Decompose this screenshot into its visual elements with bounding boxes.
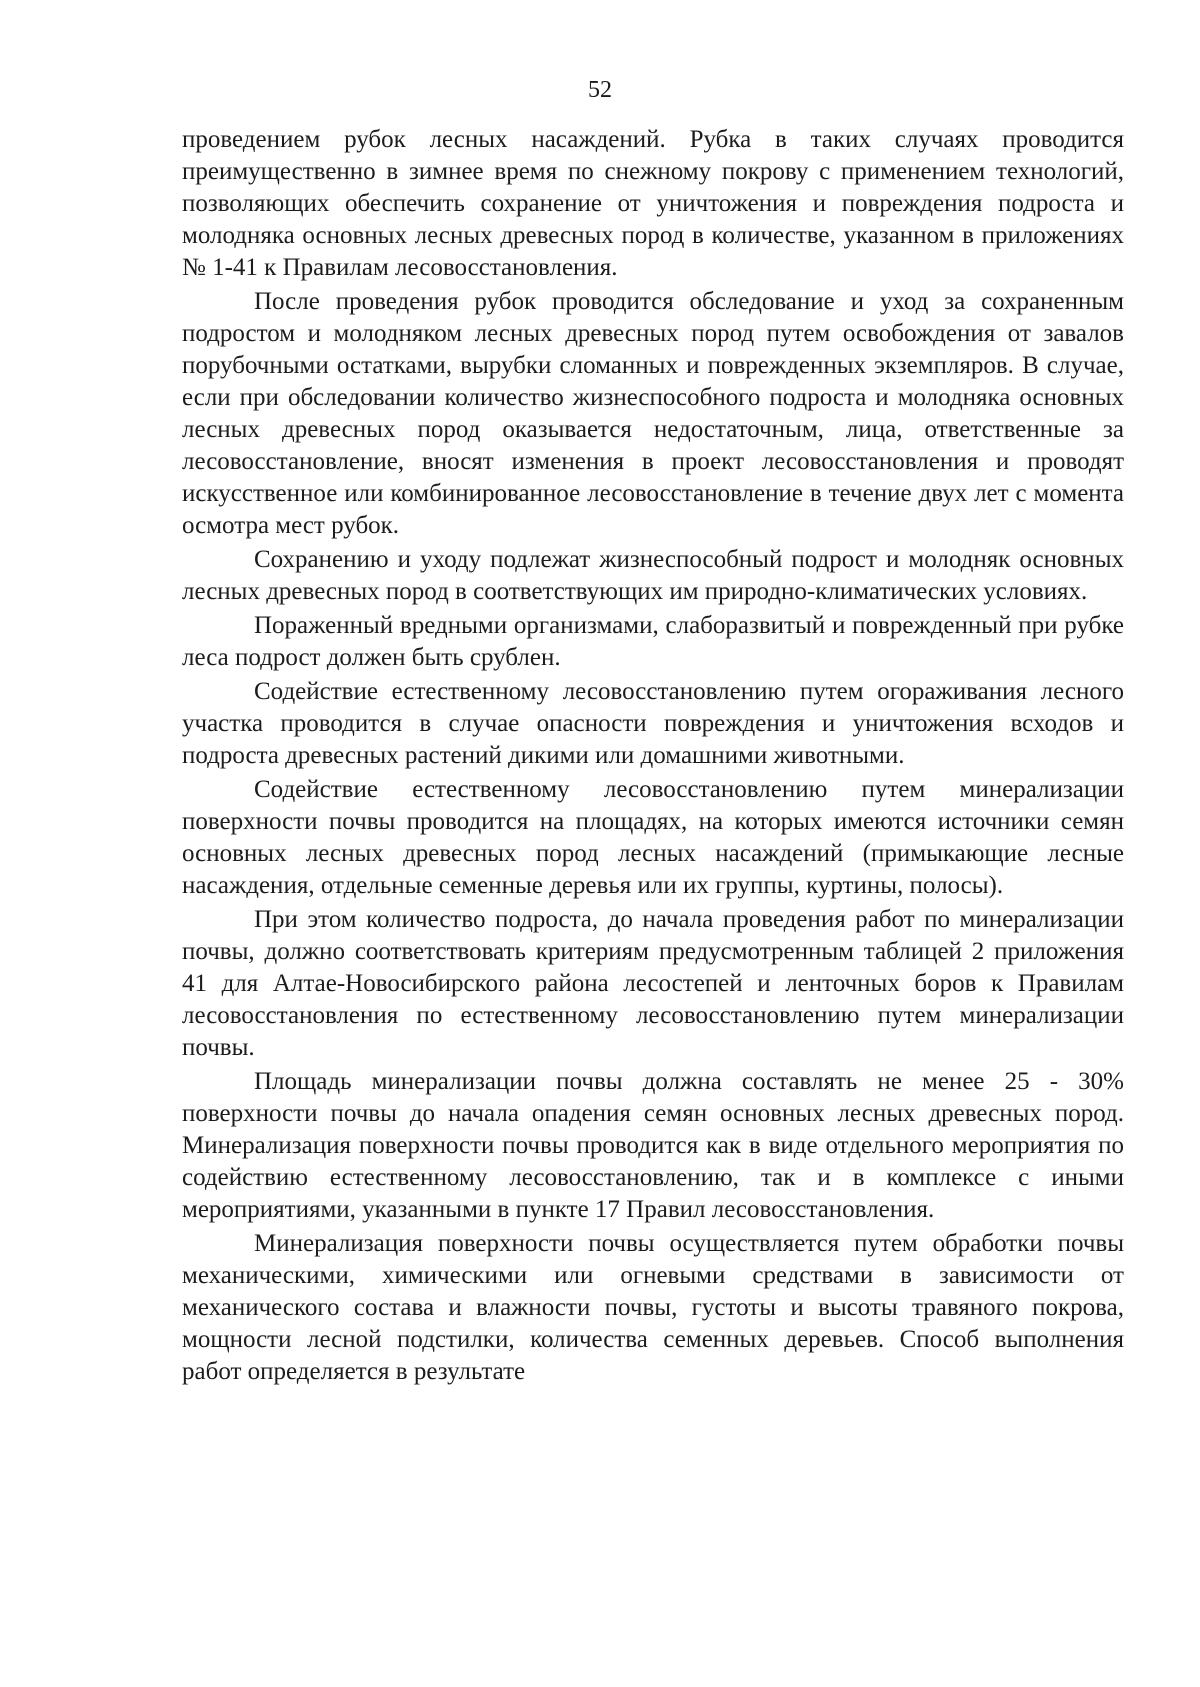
paragraph: Площадь минерализации почвы должна составлять не менее 25 - 30% поверхности почвы до начала опадения семян основных лесных древесных пород. Минерализация поверхности почвы проводится как в виде отдельного мероприятия по содействию естественному лесовосстановлению, так и в комплексе с иными мероприятиями, указанными в пункте 17 Правил лесовосстановления. [182,1068,1124,1223]
page-number: 52 [588,77,612,103]
paragraph: Сохранению и уходу подлежат жизнеспособный подрост и молодняк основных лесных древесных пород в соответствующих им природно-климатических условиях. [182,546,1124,605]
paragraph-continuation: проведением рубок лесных насаждений. Рубка в таких случаях проводится преимущественно в зимнее время по снежному покрову с применением технологий, позволяющих обеспечить сохранение от уничтожения и повреждения подроста и молодняка основных лесных древесных пород в количестве, указанном в приложениях № 1-41 к Правилам лесовосстановления. [182,126,1124,281]
paragraph: После проведения рубок проводится обследование и уход за сохраненным подростом и молодняком лесных древесных пород путем освобождения от завалов порубочными остатками, вырубки сломанных и поврежденных экземпляров. В случае, если при обследовании количество жизнеспособного подроста и молодняка основных лесных древесных пород оказывается недостаточным, лица, ответственные за лесовосстановление, вносят изменения в проект лесовосстановления и проводят искусственное или комбинированное лесовосстановление в течение двух лет с момента осмотра мест рубок. [182,288,1124,539]
paragraph: Минерализация поверхности почвы осуществляется путем обработки почвы механическими, химическими или огневыми средствами в зависимости от механического состава и влажности почвы, густоты и высоты травяного покрова, мощности лесной подстилки, количества семенных деревьев. Способ выполнения работ определяется в результате [182,1230,1124,1385]
paragraph: При этом количество подроста, до начала проведения работ по минерализации почвы, должно соответствовать критериям предусмотренным таблицей 2 приложения 41 для Алтае-Новосибирского района лесостепей и ленточных боров к Правилам лесовосстановления по естественному лесовосстановлению путем минерализации почвы. [182,906,1124,1061]
paragraph: Содействие естественному лесовосстановлению путем минерализации поверхности почвы проводится на площадях, на которых имеются источники семян основных лесных древесных пород лесных насаждений (примыкающие лесные насаждения, отдельные семенные деревья или их группы, куртины, полосы). [182,776,1124,899]
paragraph: Пораженный вредными организмами, слаборазвитый и поврежденный при рубке леса подрост должен быть срублен. [182,612,1124,671]
document-body [182,124,1124,1388]
paragraph: Содействие естественному лесовосстановлению путем огораживания лесного участка проводится в случае опасности повреждения и уничтожения всходов и подроста древесных растений дикими или домашними животными. [182,678,1124,769]
